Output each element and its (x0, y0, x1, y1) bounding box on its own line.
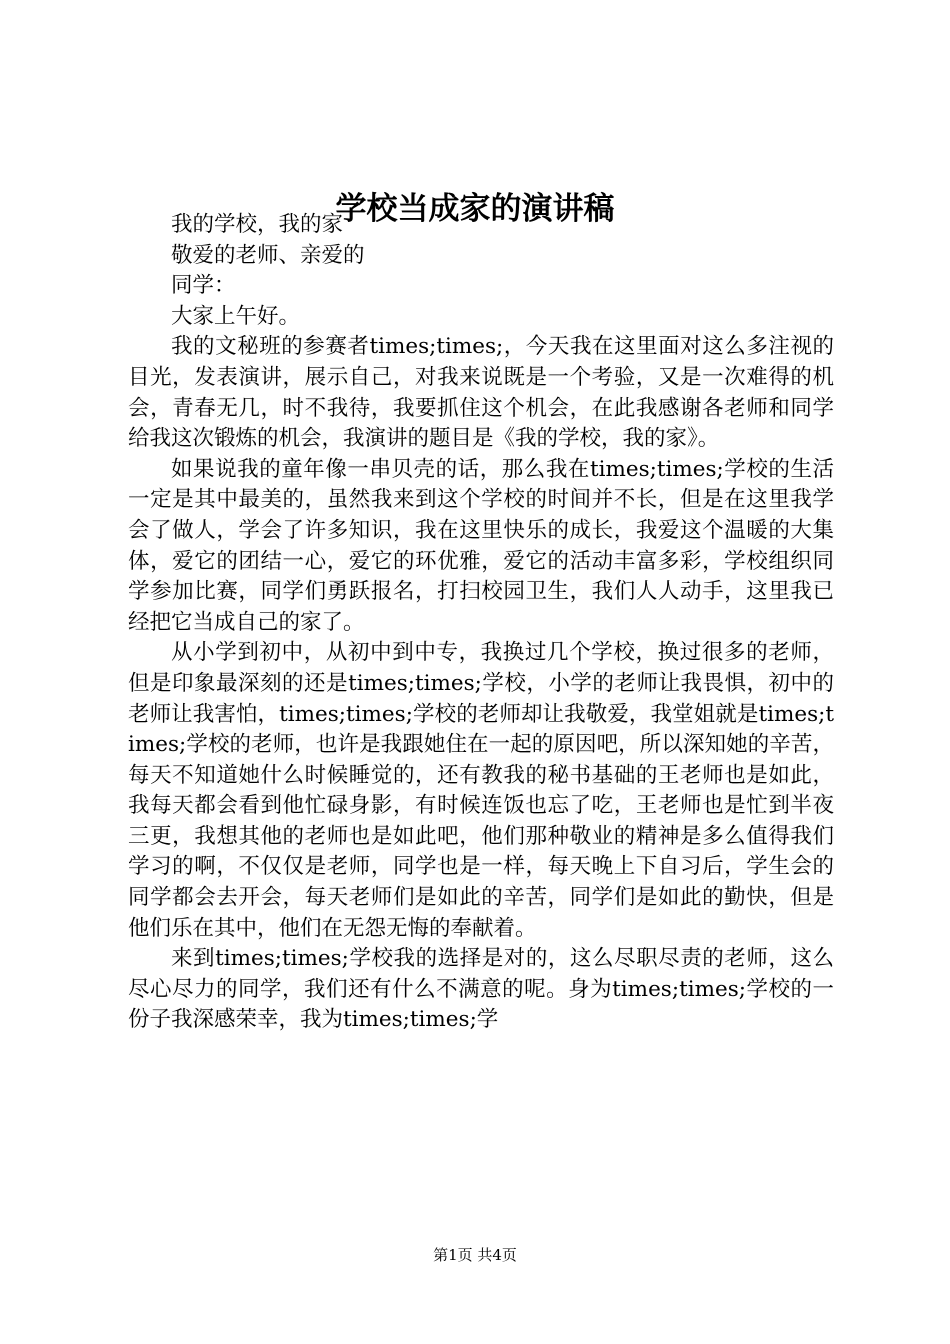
paragraph-greeting: 大家上午好。 (171, 303, 301, 329)
paragraph-salutation: 敬爱的老师、亲爱的 (171, 242, 365, 268)
paragraph-subtitle: 我的学校，我的家 (171, 212, 344, 237)
paragraph-salutation-cont: 同学： (171, 273, 236, 299)
paragraph-choice: 来到times;times;学校我的选择是对的，这么尽职尽责的老师，这么尽心尽力的同学，我们还有什么不满意的呢。身为times;times;学校的一份子我深感荣幸，我为times;times;学 (128, 946, 834, 1033)
page-footer: 第1页 共4页 (433, 1246, 517, 1264)
document-body (128, 210, 834, 1036)
document-title: 学校当成家的演讲稿 (335, 191, 615, 227)
paragraph-childhood: 如果说我的童年像一串贝壳的话，那么我在times;times;学校的生活一定是其中最美的，虽然我来到这个学校的时间并不长，但是在这里我学会了做人，学会了许多知识，我在这里快乐的成长，我爱这个温暖的大集体，爱它的团结一心，爱它的环优雅，爱它的活动丰富多彩，学校组织同学参加比赛，同学们勇跃报名，打扫校园卫生，我们人人动手，这里我已经把它当成自己的家了。 (128, 456, 834, 635)
paragraph-intro: 我的文秘班的参赛者times;times;，今天我在这里面对这么多注视的目光，发表演讲，展示自己，对我来说既是一个考验，又是一次难得的机会，青春无几，时不我待，我要抓住这个机会，在此我感谢各老师和同学给我这次锻炼的机会，我演讲的题目是《我的学校，我的家》。 (128, 334, 834, 452)
paragraph-teachers: 从小学到初中，从初中到中专，我换过几个学校，换过很多的老师，但是印象最深刻的还是times;times;学校，小学的老师让我畏惧，初中的老师让我害怕，times;times;学校的老师却让我敬爱，我堂姐就是times;times;学校的老师，也许是我跟她住在一起的原因吧，所以深知她的辛苦，每天不知道她什么时候睡觉的，还有教我的秘书基础的王老师也是如此，我每天都会看到他忙碌身影，有时候连饭也忘了吃，王老师也是忙到半夜三更，我想其他的老师也是如此吧，他们那种敬业的精神是多么值得我们学习的啊，不仅仅是老师，同学也是一样，每天晚上下自习后，学生会的同学都会去开会，每天老师们是如此的辛苦，同学们是如此的勤快，但是他们乐在其中，他们在无怨无悔的奉献着。 (128, 640, 834, 941)
